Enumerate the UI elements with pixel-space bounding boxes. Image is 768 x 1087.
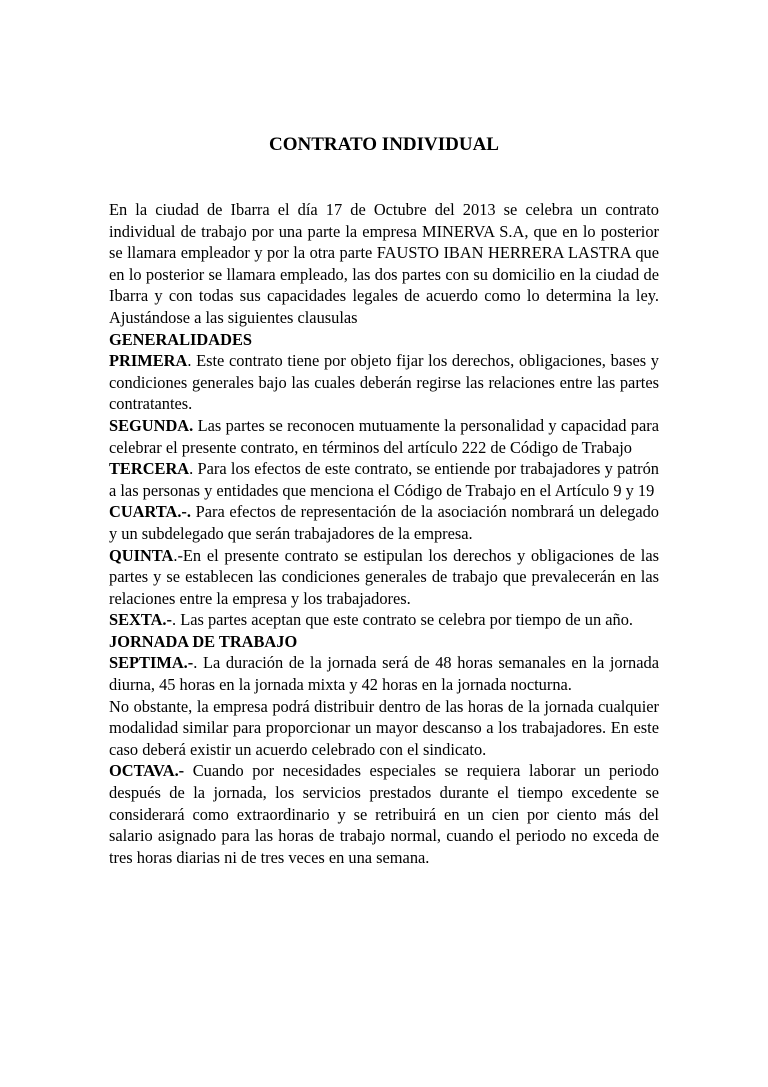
clause-sexta-label: SEXTA.- [109, 610, 172, 630]
clause-septima-text: . La duración de la jornada será de 48 horas semanales en la jornada diurna, 45 horas en la jornada mixta y 42 horas en la jornada nocturna. [109, 653, 659, 695]
clause-octava [109, 760, 659, 868]
clause-octava-label: OCTAVA.- [109, 761, 185, 781]
section-heading-generalidades: GENERALIDADES [109, 329, 252, 349]
clause-cuarta [109, 501, 659, 544]
clause-tercera [109, 458, 659, 501]
clause-primera-label: PRIMERA [109, 351, 188, 371]
document-title: CONTRATO INDIVIDUAL [269, 134, 499, 155]
clause-septima-label: SEPTIMA.- [109, 653, 194, 673]
clause-primera [109, 350, 659, 415]
clause-septima-extra: No obstante, la empresa podrá distribuir dentro de las horas de la jornada cualquier modalidad similar para proporcionar un mayor descanso a los trabajadores. En este caso deberá existir un acuerdo celebrado con el sindicato. [109, 696, 659, 759]
clause-cuarta-text: Para efectos de representación de la asociación nombrará un delegado y un subdelegado que serán trabajadores de la empresa. [109, 502, 659, 543]
clause-sexta-text: . Las partes aceptan que este contrato se celebra por tiempo de un año. [172, 610, 634, 630]
clause-sexta [109, 609, 659, 631]
clause-segunda-text: Las partes se reconocen mutuamente la personalidad y capacidad para celebrar el presente contrato, en términos del artículo 222 de Código de Trabajo [109, 415, 659, 457]
section-heading-jornada: JORNADA DE TRABAJO [109, 631, 298, 651]
clause-cuarta-label: CUARTA.-. [109, 502, 191, 522]
clause-quinta [109, 545, 659, 610]
intro-paragraph: En la ciudad de Ibarra el día 17 de Octubre del 2013 se celebra un contrato individual de trabajo por una parte la empresa MINERVA S.A, que en lo posterior se llamara empleador y por la otra parte FAUSTO IBAN HERRERA LASTRA que en lo posterior se llamara empleado, las dos partes con su domicilio en la ciudad de Ibarra y con todas sus capacidades legales de acuerdo como lo determina la ley. Ajustándose a las siguientes clausulas [109, 200, 659, 327]
clause-tercera-text: . Para los efectos de este contrato, se entiende por trabajadores y patrón a las personas y entidades que menciona el Código de Trabajo en el Artículo 9 y 19 [109, 459, 659, 500]
clause-tercera-label: TERCERA [109, 459, 190, 479]
clause-octava-text: Cuando por necesidades especiales se requiera laborar un periodo después de la jornada, los servicios prestados durante el tiempo excedente se considerará como extraordinario y se retribuirá en un cien por ciento más del salario asignado para las horas de trabajo normal, cuando el periodo no exceda de tres horas diarias ni de tres veces en una semana. [109, 761, 659, 867]
clause-primera-text: . Este contrato tiene por objeto fijar los derechos, obligaciones, bases y condiciones generales bajo las cuales deberán regirse las relaciones entre las partes contratantes. [109, 351, 659, 414]
clause-quinta-text: .-En el presente contrato se estipulan los derechos y obligaciones de las partes y se establecen las condiciones generales de trabajo que prevalecerán en las relaciones entre la empresa y los trabajadores. [109, 545, 659, 608]
clause-segunda [109, 415, 659, 458]
clause-quinta-label: QUINTA [109, 545, 174, 565]
clause-septima [109, 652, 659, 695]
clause-segunda-label: SEGUNDA. [109, 415, 194, 435]
document-body [109, 199, 659, 868]
